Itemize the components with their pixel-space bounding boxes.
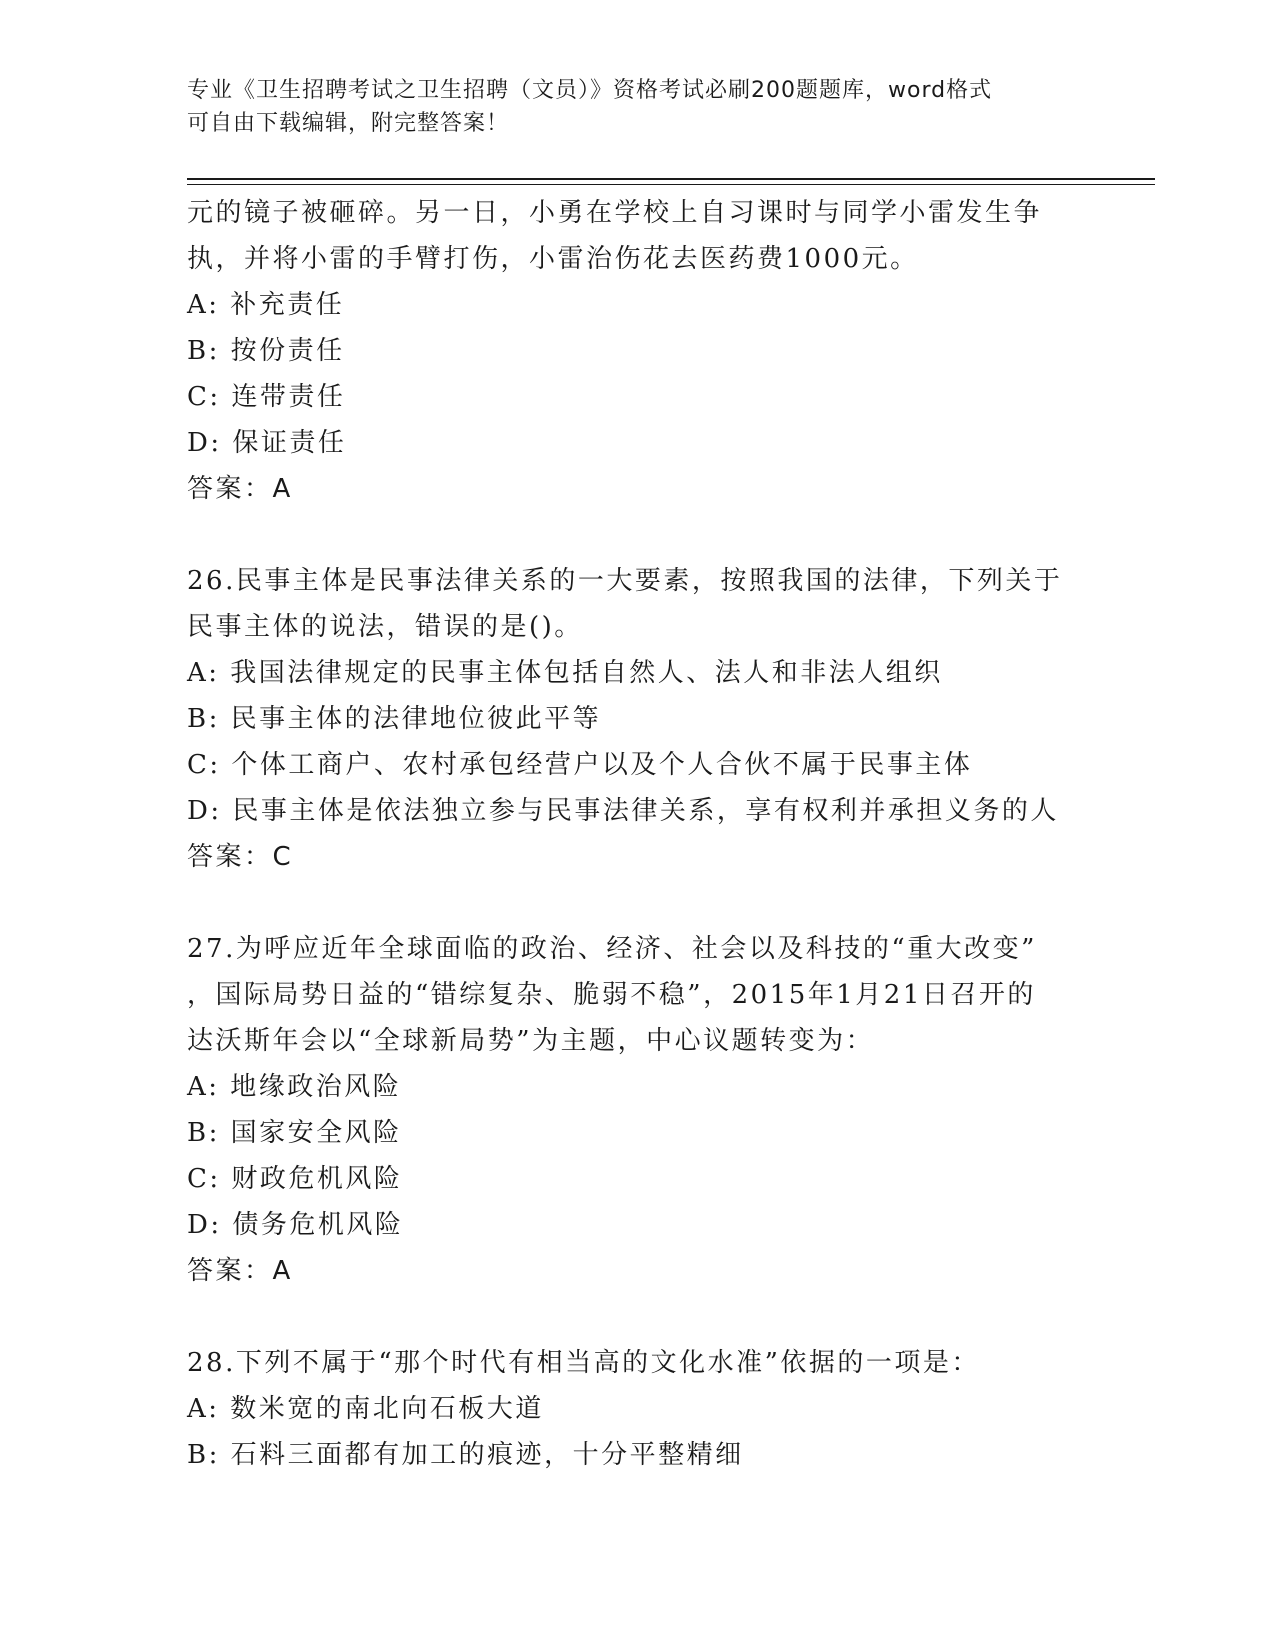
option-b: B: 民事主体的法律地位彼此平等 xyxy=(187,704,602,734)
option-d: D: 保证责任 xyxy=(187,428,347,458)
question-stem-line: 27.为呼应近年全球面临的政治、经济、社会以及科技的“重大改变” xyxy=(187,934,1037,964)
option-a: A: 我国法律规定的民事主体包括自然人、法人和非法人组织 xyxy=(187,658,943,688)
question-26 xyxy=(187,558,1087,880)
option-d: D: 债务危机风险 xyxy=(187,1210,404,1240)
spacer xyxy=(187,1294,1087,1340)
answer: 答案：A xyxy=(187,1256,293,1286)
option-c: C: 连带责任 xyxy=(187,382,346,412)
question-stem-line: 民事主体的说法，错误的是()。 xyxy=(187,612,583,642)
option-c: C: 个体工商户、农村承包经营户以及个人合伙不属于民事主体 xyxy=(187,750,973,780)
question-stem-line: 执，并将小雷的手臂打伤，小雷治伤花去医药费1000元。 xyxy=(187,244,919,274)
question-stem-line: 达沃斯年会以“全球新局势”为主题，中心议题转变为： xyxy=(187,1026,875,1056)
spacer xyxy=(187,512,1087,558)
question-28 xyxy=(187,1340,1087,1478)
option-a: A: 补充责任 xyxy=(187,290,345,320)
document-header xyxy=(187,74,1087,140)
answer: 答案：C xyxy=(187,842,294,872)
option-b: B: 石料三面都有加工的痕迹，十分平整精细 xyxy=(187,1440,744,1470)
question-list xyxy=(187,190,1087,1478)
header-divider-thin xyxy=(187,184,1155,185)
option-c: C: 财政危机风险 xyxy=(187,1164,403,1194)
header-title-line-1: 专业《卫生招聘考试之卫生招聘（文员）》资格考试必刷200题题库，word格式 xyxy=(187,78,993,103)
question-stem-line: 28.下列不属于“那个时代有相当高的文化水准”依据的一项是： xyxy=(187,1348,980,1378)
question-stem-line: 元的镜子被砸碎。另一日，小勇在学校上自习课时与同学小雷发生争 xyxy=(187,198,1043,228)
header-divider-thick xyxy=(187,178,1155,180)
spacer xyxy=(187,880,1087,926)
option-b: B: 按份责任 xyxy=(187,336,345,366)
option-a: A: 地缘政治风险 xyxy=(187,1072,402,1102)
header-title-line-2: 可自由下载编辑，附完整答案！ xyxy=(187,111,510,136)
option-b: B: 国家安全风险 xyxy=(187,1118,402,1148)
question-stem-line: 26.民事主体是民事法律关系的一大要素，按照我国的法律，下列关于 xyxy=(187,566,1063,596)
option-d: D: 民事主体是依法独立参与民事法律关系，享有权利并承担义务的人 xyxy=(187,796,1059,826)
question-25 xyxy=(187,190,1087,512)
question-27 xyxy=(187,926,1087,1294)
question-stem-line: ，国际局势日益的“错综复杂、脆弱不稳”，2015年1月21日召开的 xyxy=(187,980,1036,1010)
answer: 答案：A xyxy=(187,474,293,504)
option-a: A: 数米宽的南北向石板大道 xyxy=(187,1394,544,1424)
